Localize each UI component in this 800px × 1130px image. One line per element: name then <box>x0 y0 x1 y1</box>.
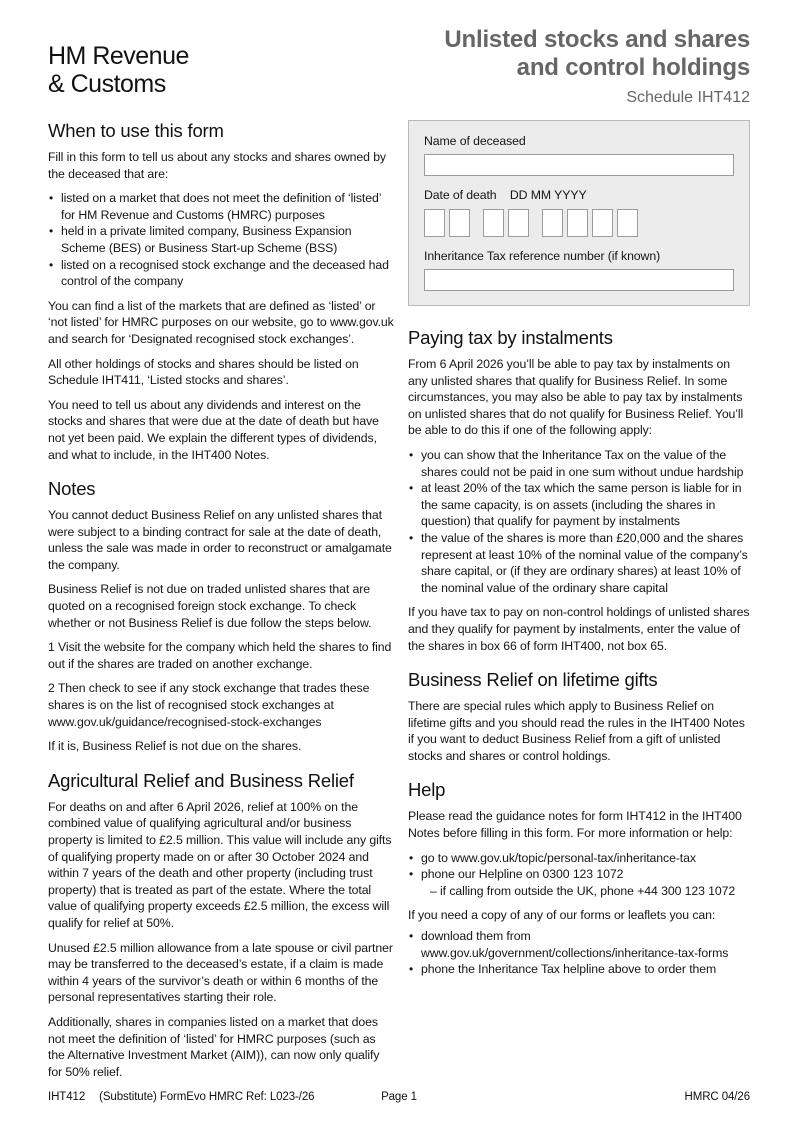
footer-substitute-ref: (Substitute) FormEvo HMRC Ref: L023-/26 <box>99 1091 315 1103</box>
date-month-box-1[interactable] <box>483 209 504 237</box>
date-of-death-boxes <box>424 209 734 237</box>
form-title-line2: and control holdings <box>516 54 750 81</box>
paragraph: If you need a copy of any of our forms or leaflets you can: <box>408 908 716 923</box>
paragraph: All other holdings of stocks and shares should be listed on Schedule IHT411, ‘Listed stocks and shares’. <box>48 356 359 388</box>
bullet-list <box>408 447 750 596</box>
schedule-number: Schedule IHT412 <box>626 89 750 106</box>
paragraph: Unused £2.5 million allowance from a late spouse or civil partner may be transferred to the deceased’s estate, if a claim is made within 4 years of the survivor’s death or within 6 months of the personal representatives starting their role. <box>48 940 393 1005</box>
date-month-group <box>483 209 529 237</box>
paragraph: Fill in this form to tell us about any stocks and shares owned by the deceased that are: <box>48 150 386 181</box>
hmrc-logo <box>48 42 189 98</box>
date-year-box-4[interactable] <box>617 209 638 237</box>
section-heading-agricultural-relief: Agricultural Relief and Business Relief <box>48 769 354 791</box>
bullet-item: • phone the Inheritance Tax helpline above to order them <box>408 961 750 978</box>
footer-version: HMRC 04/26 <box>684 1091 750 1103</box>
paragraph: Business Relief is not due on traded unlisted shares that are quoted on a recognised foreign stock exchange. To check whether or not Business Relief is due follow the steps below. <box>48 582 372 630</box>
section-heading-notes: Notes <box>48 478 96 500</box>
date-year-box-3[interactable] <box>592 209 613 237</box>
step-1: 1 Visit the website for the company which held the shares to find out if the shares are traded on another exchange. <box>48 640 392 671</box>
bullet-item: • phone our Helpline on 0300 123 1072 <box>408 866 750 883</box>
date-month-box-2[interactable] <box>508 209 529 237</box>
iht-reference-label: Inheritance Tax reference number (if known) <box>424 249 661 263</box>
section-heading-instalments: Paying tax by instalments <box>408 327 613 348</box>
step-2: 2 Then check to see if any stock exchange that trades these shares is on the list of recognised stock exchanges at www.gov.uk/guidance/recognised-stock-exchanges <box>48 681 370 729</box>
paragraph: You can find a list of the markets that are defined as ‘listed’ or ‘not listed’ for HMRC purposes on our website, go to www.gov.uk and search for ‘Designated recognised stock exchanges’. <box>48 298 394 346</box>
bullet-item: • go to www.gov.uk/topic/personal-tax/inheritance-tax <box>408 850 750 867</box>
footer-form-id: IHT412 <box>48 1091 86 1103</box>
paragraph: Please read the guidance notes for form IHT412 in the IHT400 Notes before filling in this form. For more information or help: <box>408 809 742 841</box>
date-of-death-label: Date of death <box>424 188 497 202</box>
bullet-item: • you can show that the Inheritance Tax on the value of the shares could not be paid in one sum without undue hardship <box>408 447 750 480</box>
paragraph: For deaths on and after 6 April 2026, relief at 100% on the combined value of qualifying agricultural and/or business property is limited to £2.5 million. This value will include any gifts of qualifying property made on or after 30 October 2024 and within 7 years of the death and other property (including trust property) that is treated as part of the estate. Where the total value of qualifying property exceeds £2.5 million, the excess will qualify for relief at 50%. <box>48 799 392 930</box>
bullet-list <box>408 850 750 900</box>
footer-page-number: Page 1 <box>381 1091 417 1103</box>
paragraph: From 6 April 2026 you’ll be able to pay tax by instalments on any unlisted shares that qualify for Business Relief. In some circumstances, you may also be able to pay tax by instalments on unlisted shares that do not qualify for Business Relief. You’ll be able to do this if one of the following apply: <box>408 357 744 438</box>
bullet-item: • listed on a recognised stock exchange and the deceased had control of the company <box>48 257 394 290</box>
iht-reference-input[interactable] <box>424 269 734 291</box>
bullet-item: • at least 20% of the tax which the same person is liable for in the same capacity, is on assets (including the shares in question) that qualify for payment by instalments <box>408 480 750 530</box>
hmrc-logo-line2: & Customs <box>48 70 166 98</box>
paragraph: If you have tax to pay on non-control holdings of unlisted shares and they qualify for payment by instalments, enter the value of the shares in box 66 of form IHT400, not box 65. <box>408 605 750 653</box>
right-column <box>408 120 750 986</box>
date-year-box-2[interactable] <box>567 209 588 237</box>
date-of-death-label-row <box>424 188 734 202</box>
name-of-deceased-label: Name of deceased <box>424 134 526 148</box>
left-column <box>48 120 394 1088</box>
name-of-deceased-input[interactable] <box>424 154 734 176</box>
paragraph: If it is, Business Relief is not due on the shares. <box>48 739 302 754</box>
date-format-label: DD MM YYYY <box>509 188 587 202</box>
paragraph: You need to tell us about any dividends and interest on the stocks and shares that were due at the date of death but have not yet been paid. We explain the different types of dividends, and what to include, in the IHT400 Notes. <box>48 397 379 462</box>
bullet-list <box>48 190 394 290</box>
date-day-box-2[interactable] <box>449 209 470 237</box>
form-title-block <box>444 26 750 107</box>
date-day-group <box>424 209 470 237</box>
date-year-box-1[interactable] <box>542 209 563 237</box>
date-day-box-1[interactable] <box>424 209 445 237</box>
bullet-item: • listed on a market that does not meet the definition of ‘listed’ for HM Revenue and Customs (HMRC) purposes <box>48 190 394 223</box>
deceased-details-box <box>408 120 750 306</box>
bullet-item: • the value of the shares is more than £20,000 and the shares represent at least 10% of the nominal value of the company’s share capital, or (if they are ordinary shares) at least 10% of the nominal value of the ordinary share capital <box>408 530 750 596</box>
section-heading-lifetime-gifts: Business Relief on lifetime gifts <box>408 669 658 691</box>
paragraph: You cannot deduct Business Relief on any unlisted shares that were subject to a binding contract for sale at the date of death, unless the sale was made in order to reconstruct or amalgamate the company. <box>48 508 392 572</box>
helpline-international-note: – if calling from outside the UK, phone +44 300 123 1072 <box>430 883 736 898</box>
paragraph: There are special rules which apply to Business Relief on lifetime gifts and you should read the rules in the IHT400 Notes if you want to deduct Business Relief from a gift of unlisted stocks and shares or control holdings. <box>408 699 745 763</box>
hmrc-logo-line1: HM Revenue <box>48 42 189 70</box>
date-year-group <box>542 209 638 237</box>
section-heading-help: Help <box>408 779 446 801</box>
bullet-item: • download them from www.gov.uk/government/collections/inheritance-tax-forms <box>408 928 750 961</box>
bullet-item: • held in a private limited company, Business Expansion Scheme (BES) or Business Start-up Scheme (BSS) <box>48 223 394 256</box>
form-title-line1: Unlisted stocks and shares <box>444 26 750 53</box>
section-heading-when-to-use: When to use this form <box>48 120 224 141</box>
page-footer <box>48 1091 750 1107</box>
bullet-list <box>408 928 750 978</box>
paragraph: Additionally, shares in companies listed on a market that does not meet the definition of ‘listed’ for HMRC purposes (such as the Alternative Investment Market (AIM)), can now only qualify for 50% relief. <box>48 1014 380 1079</box>
